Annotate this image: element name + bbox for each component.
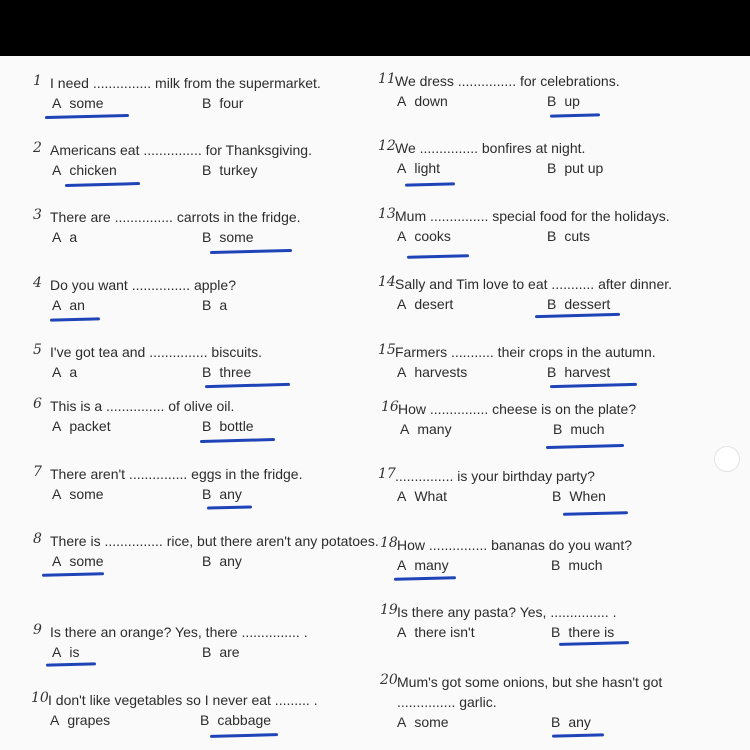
answer-underline xyxy=(550,383,637,388)
option-a[interactable]: A light xyxy=(397,160,441,176)
option-b[interactable]: B much xyxy=(553,421,605,437)
question-10: 10 I don't like vegetables so I never eat ......... . A grapes B cabbage xyxy=(48,690,378,734)
answer-underline xyxy=(405,182,455,186)
answer-underline xyxy=(200,438,275,443)
option-b[interactable]: B up xyxy=(547,93,580,109)
question-13: 13 Mum ............... special food for the holidays. A cooks B cuts xyxy=(395,206,725,250)
option-a[interactable]: A is xyxy=(52,644,80,660)
answer-underline xyxy=(45,114,129,119)
question-19: 19 Is there any pasta? Yes, ............... . A there isn't B there is xyxy=(397,602,727,646)
answer-underline xyxy=(207,505,252,509)
answer-underline xyxy=(65,182,140,187)
question-5: 5 I've got tea and ............... biscuits. A a B three xyxy=(50,342,380,386)
option-b[interactable]: B When xyxy=(552,488,606,504)
option-a[interactable]: A grapes xyxy=(50,712,111,728)
option-b[interactable]: B are xyxy=(202,644,240,660)
question-7: 7 There aren't ............... eggs in the fridge. A some B any xyxy=(50,464,380,508)
option-a[interactable]: A harvests xyxy=(397,364,468,380)
option-b[interactable]: B cuts xyxy=(547,228,591,244)
option-b[interactable]: B any xyxy=(202,553,242,569)
question-4: 4 Do you want ............... apple? A an B a xyxy=(50,275,380,319)
question-stem: 1 I need ............... milk from the supermarket. xyxy=(33,73,321,91)
option-a[interactable]: A some xyxy=(397,714,449,730)
option-b[interactable]: B bottle xyxy=(202,418,254,434)
question-8: 8 There is ............... rice, but there aren't any potatoes. A some B any xyxy=(50,531,380,575)
option-b[interactable]: B any xyxy=(202,486,242,502)
answer-underline xyxy=(50,317,100,321)
option-b[interactable]: B cabbage xyxy=(200,712,272,728)
option-a[interactable]: A a xyxy=(52,229,78,245)
question-2 xyxy=(33,140,380,184)
question-6: 6 This is a ............... of olive oil. A packet B bottle xyxy=(50,396,380,440)
answer-underline xyxy=(394,576,456,581)
question-17: 17 ............... is your birthday party? A What B When xyxy=(395,466,725,510)
option-a[interactable]: A cooks xyxy=(397,228,451,244)
answer-underline xyxy=(546,444,624,449)
answer-underline xyxy=(210,733,278,738)
question-12: 12 We ............... bonfires at night. A light B put up xyxy=(395,138,725,182)
option-b[interactable]: B four xyxy=(202,95,244,111)
question-3: 3 There are ............... carrots in the fridge. A a B some xyxy=(50,207,380,251)
question-15: 15 Farmers ........... their crops in the autumn. A harvests B harvest xyxy=(395,342,725,386)
option-b[interactable]: B much xyxy=(551,557,603,573)
option-a[interactable]: A many xyxy=(397,557,449,573)
question-stem: 2 Americans eat ............... for Thanksgiving. xyxy=(33,140,312,158)
answer-underline xyxy=(559,641,629,646)
option-b[interactable]: B there is xyxy=(551,624,615,640)
option-b[interactable]: B three xyxy=(202,364,252,380)
option-b[interactable]: B a xyxy=(202,297,228,313)
answer-underline xyxy=(407,254,469,259)
question-11: 11 We dress ............... for celebrations. A down B up xyxy=(395,71,725,115)
answer-underline xyxy=(210,249,292,254)
option-a[interactable]: A there isn't xyxy=(397,624,475,640)
option-a[interactable]: A many xyxy=(400,421,452,437)
question-20: 20 Mum's got some onions, but she hasn't got ............... garlic. A some B any xyxy=(397,672,727,736)
top-black-bar xyxy=(0,0,750,56)
option-b[interactable]: B some xyxy=(202,229,254,245)
question-14: 14 Sally and Tim love to eat ........... after dinner. A desert B dessert xyxy=(395,274,725,318)
option-b[interactable]: B put up xyxy=(547,160,604,176)
option-b[interactable]: B harvest xyxy=(547,364,611,380)
question-1 xyxy=(33,73,380,117)
answer-underline xyxy=(552,733,604,737)
option-a[interactable]: A a xyxy=(52,364,78,380)
option-a[interactable]: A chicken xyxy=(52,162,117,178)
option-b[interactable]: B any xyxy=(551,714,591,730)
option-b[interactable]: B dessert xyxy=(547,296,611,312)
answer-underline xyxy=(563,511,628,516)
option-b[interactable]: B turkey xyxy=(202,162,258,178)
option-a[interactable]: A some xyxy=(52,486,104,502)
option-a[interactable]: A What xyxy=(397,488,448,504)
option-a[interactable]: A desert xyxy=(397,296,454,312)
answer-underline xyxy=(535,313,620,318)
question-16: 16 How ............... cheese is on the plate? A many B much xyxy=(398,399,728,443)
question-9: 9 Is there an orange? Yes, there ............... . A is B are xyxy=(50,622,380,666)
answer-underline xyxy=(205,383,290,388)
option-a[interactable]: A down xyxy=(397,93,448,109)
answer-underline xyxy=(550,113,600,117)
option-a[interactable]: A some xyxy=(52,95,104,111)
answer-underline xyxy=(46,662,96,666)
option-a[interactable]: A some xyxy=(52,553,104,569)
option-a[interactable]: A an xyxy=(52,297,85,313)
answer-underline xyxy=(42,572,104,577)
question-18: 18 How ............... bananas do you want? A many B much xyxy=(397,535,727,579)
option-a[interactable]: A packet xyxy=(52,418,111,434)
question-number: 1 xyxy=(33,73,42,89)
